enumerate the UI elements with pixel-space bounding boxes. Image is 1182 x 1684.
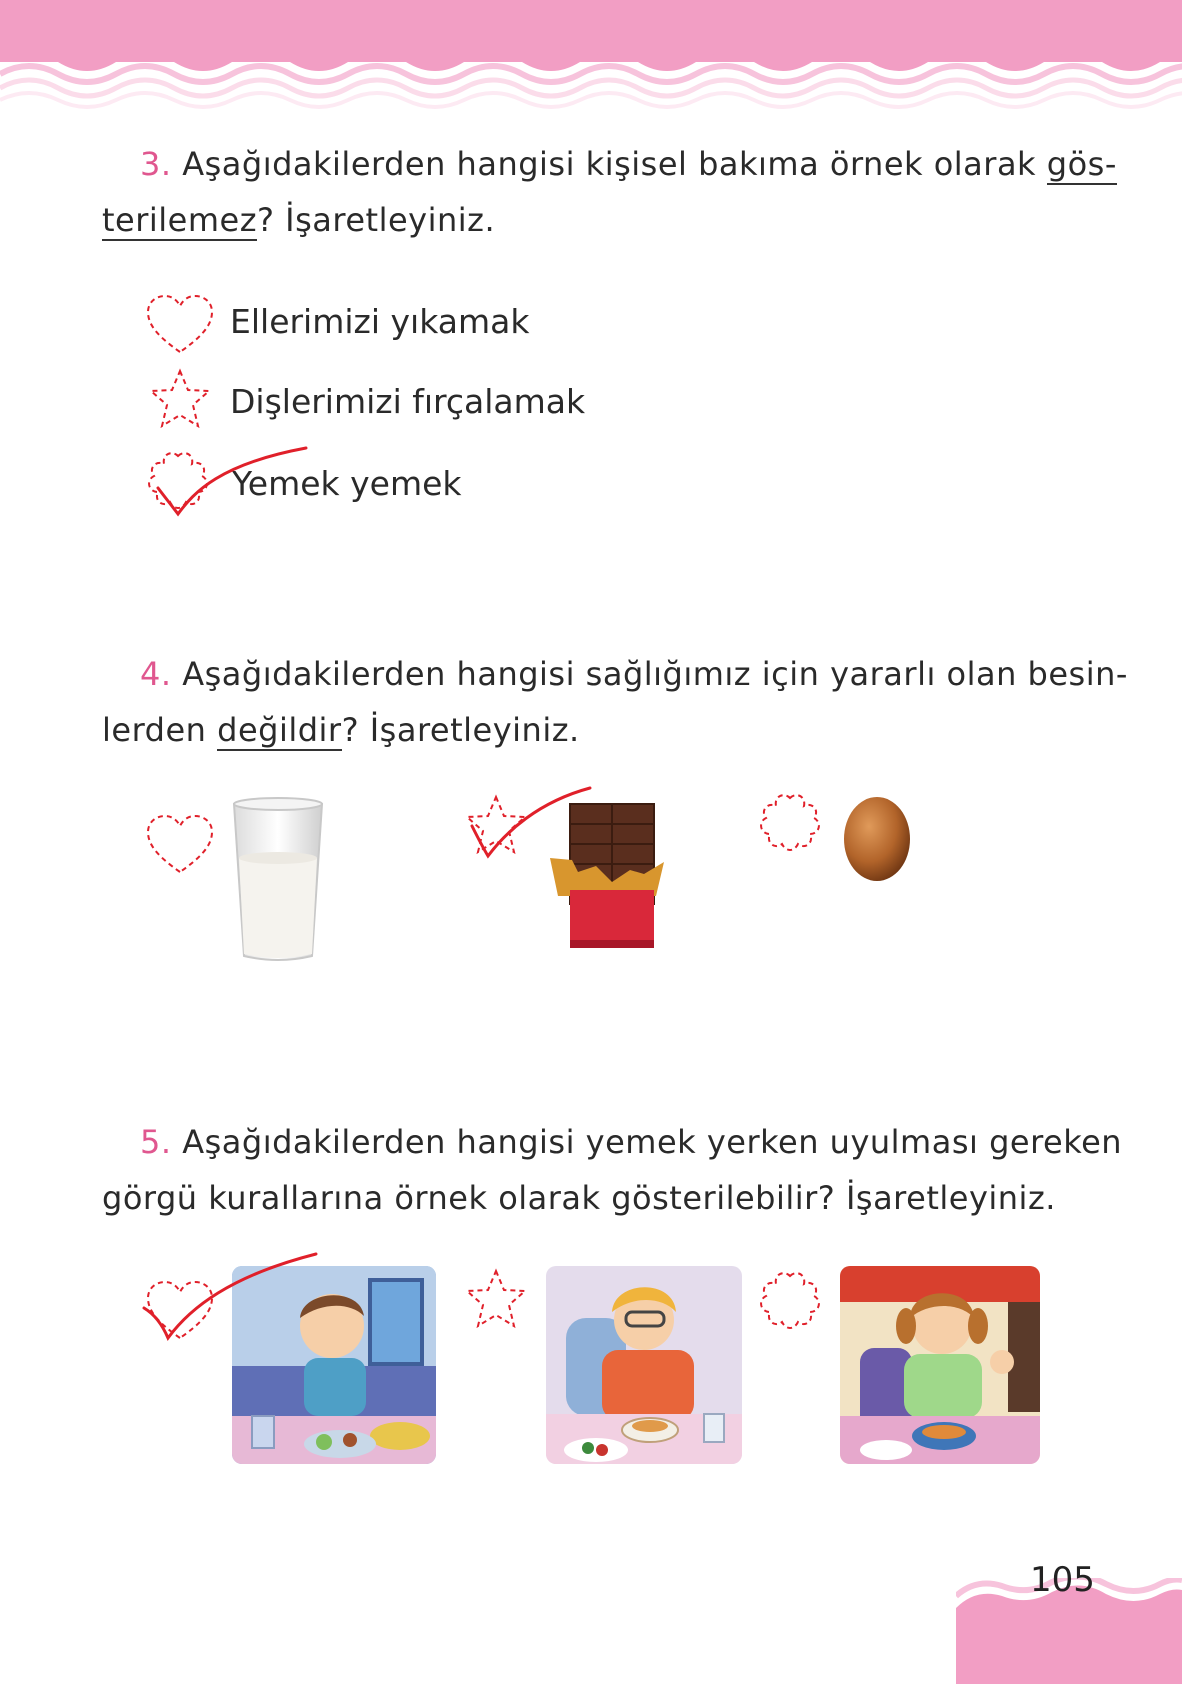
question-3-line2 — [102, 192, 495, 248]
question-3-text: Aşağıdakilerden hangisi kişisel bakıma örnek olarak — [182, 145, 1047, 183]
option-ellerimizi-yikamak: Ellerimizi yıkamak — [230, 302, 530, 341]
question-4-instruction: ? İşaretleyiniz. — [341, 711, 580, 749]
check-mark-icon — [466, 786, 606, 866]
flower-checkbox-icon[interactable] — [756, 790, 824, 858]
option-yemek-yemek: Yemek yemek — [232, 464, 462, 503]
option-dislerimizi-fircalamak: Dişlerimizi fırçalamak — [230, 382, 586, 421]
question-3-instruction: ? İşaretleyiniz. — [257, 201, 496, 239]
heart-checkbox-icon[interactable] — [144, 812, 216, 878]
top-wave-banner — [0, 0, 1182, 110]
question-5-line1 — [140, 1114, 1122, 1170]
question-4-text-part: lerden — [102, 711, 218, 749]
question-3-number: 3. — [140, 145, 172, 183]
question-5-text: Aşağıdakilerden hangisi yemek yerken uyulması gereken — [182, 1123, 1123, 1161]
egg-image[interactable] — [842, 794, 912, 882]
flower-checkbox-icon[interactable] — [756, 1268, 824, 1336]
star-checkbox-icon[interactable] — [464, 1268, 528, 1330]
question-4-underlined: değildir — [217, 711, 342, 749]
question-5-line2 — [102, 1170, 1056, 1226]
check-mark-icon — [140, 1252, 320, 1348]
question-3-underlined-part1: gös- — [1046, 145, 1117, 183]
heart-checkbox-icon[interactable] — [144, 292, 216, 358]
question-4-line2 — [102, 702, 580, 758]
question-5-number: 5. — [140, 1123, 172, 1161]
question-3-underlined-part2: terilemez — [102, 201, 258, 239]
question-3-line1 — [140, 136, 1117, 192]
girl-eating-and-waving-image[interactable] — [840, 1266, 1040, 1464]
page-number: 105 — [1030, 1560, 1095, 1600]
question-4-text: Aşağıdakilerden hangisi sağlığımız için yararlı olan besin- — [182, 655, 1128, 693]
question-4-number: 4. — [140, 655, 172, 693]
milk-glass-image[interactable] — [228, 796, 328, 966]
boy-coughing-at-table-image[interactable] — [546, 1266, 742, 1464]
question-5-text-line2: görgü kurallarına örnek olarak gösterilebilir? İşaretleyiniz. — [102, 1179, 1056, 1217]
star-checkbox-icon[interactable] — [148, 368, 212, 430]
check-mark-icon — [150, 440, 320, 520]
question-4-line1 — [140, 646, 1128, 702]
